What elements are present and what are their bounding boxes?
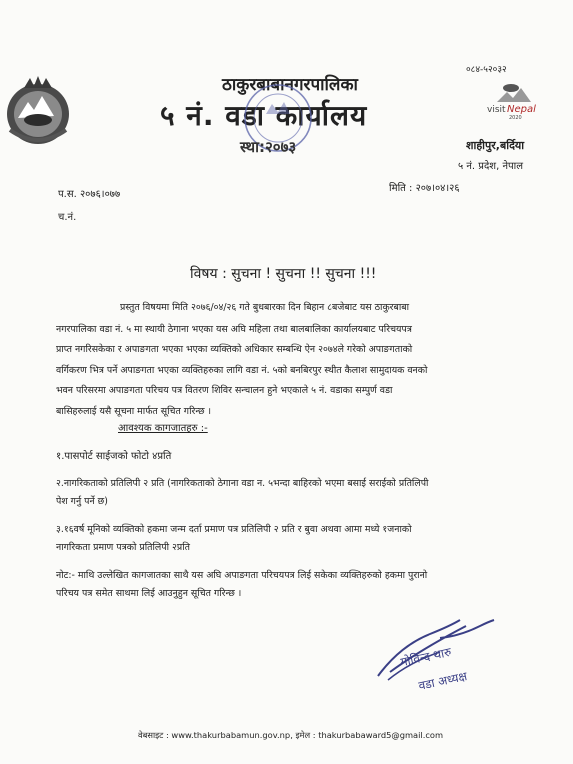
municipality-name: ठाकुरबाबानगरपालिका xyxy=(222,75,358,95)
svg-text:Nepal: Nepal xyxy=(507,104,536,115)
reference-number: प.स. २०७६।०७७ xyxy=(58,189,121,200)
visit-nepal-logo-icon xyxy=(483,78,543,120)
body-line: प्रस्तुत विषयमा मिति २०७६/०४/२६ गते बुधबारका दिन बिहान ८बजेबाट यस ठाकुरबाबा xyxy=(120,302,410,313)
svg-text:2020: 2020 xyxy=(509,115,522,120)
address-line-1: शाहीपुर,बर्दिया xyxy=(466,139,525,152)
body-line: वर्गिकरण भित्र पर्ने अपाङगता भएका व्यक्तिहरुका लागि वडा नं. ५को बनबिरपुर स्थीत कैलाश सामुदायक वनको xyxy=(56,365,428,376)
body-line: नगरपालिका वडा नं. ५ मा स्थायी ठेगाना भएका यस अघि महिला तथा बालबालिका कार्यालयबाट परिचयपत्र xyxy=(56,324,412,335)
documents-heading: आवश्यक कागजातहरु :- xyxy=(118,423,208,434)
note-line: परिचय पत्र समेत साथमा लिई आउनुहुन सूचित गरिन्छ । xyxy=(56,588,242,599)
document-item: ३.१६वर्ष मूनिको व्यक्तिको हकमा जन्म दर्ता प्रमाण पत्र प्रतिलिपी २ प्रति र बुवा अथवा आमा मध्ये १जनाको xyxy=(56,524,412,535)
office-title: ५ नं. वडा कार्यालय xyxy=(160,99,368,132)
stamp-year: स्था:२०७३ xyxy=(240,138,297,156)
body-line: भवन परिसरमा अपाङगता परिचय पत्र वितरण शिविर सन्चालन हुने भएकाले ५ नं. वडाका सम्पुर्ण वडा xyxy=(56,385,393,396)
note-line: नोट:- माथि उल्लेखित कागजातका साथै यस अघि अपाङगता परिचयपत्र लिई सकेका व्यक्तिहरुको हकमा पुरानो xyxy=(56,570,428,581)
svg-text:visit: visit xyxy=(487,105,506,115)
document-item: २.नागरिकताको प्रतिलिपी २ प्रति (नागरिकताको ठेगाना वडा न. ५भन्दा बाहिरको भएमा बसाई सराईको प्रतिलिपी xyxy=(56,478,429,489)
letter-date: मिति : २०७।०४।२६ xyxy=(389,183,460,194)
document-item: १.पासपोर्ट साईजको फोटो ४प्रति xyxy=(56,451,172,462)
footer-contact: वेबसाइट : www.thakurbabamun.gov.np, इमेल : thakurbabaward5@gmail.com xyxy=(138,730,444,740)
phone-number: ०८४-५२०३२ xyxy=(466,65,507,75)
subject-line: विषय : सुचना ! सुचना !! सुचना !!! xyxy=(190,266,377,282)
dispatch-number: च.नं. xyxy=(58,212,77,223)
nepal-emblem-icon xyxy=(4,70,72,148)
body-line: बासिहरुलाई यसै सूचना मार्फत सूचित गरिन्छ । xyxy=(56,406,212,417)
address-line-2: ५ नं. प्रदेश, नेपाल xyxy=(458,161,524,172)
signature-title: वडा अध्यक्ष xyxy=(417,669,469,693)
document-item-continuation: पेश गर्नु पर्ने छ) xyxy=(56,496,108,507)
document-item-continuation: नागरिकता प्रमाण पत्रको प्रतिलिपी २प्रति xyxy=(56,542,190,553)
body-line: प्राप्त नगरिसकेका र अपाङगता भएका भएका व्यक्तिको अधिकार सम्बन्धि ऐन २०७४ले गरेको अपाङगताको xyxy=(56,344,413,355)
signature-name: गोविन्द थारु xyxy=(399,644,453,670)
